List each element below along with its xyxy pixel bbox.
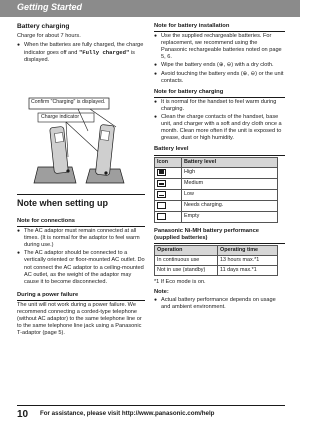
section-title: Getting Started [17, 2, 83, 12]
table-row [155, 167, 278, 178]
footer-help-text: For assistance, please visit http://www.panasonic.com/help [40, 410, 215, 417]
battery-install-list [154, 33, 285, 85]
nimh-heading: Panasonic Ni-MH battery performance (supplied batteries) [154, 228, 285, 244]
charging-bullet-list [17, 42, 145, 64]
connections-heading: Note for connections [17, 218, 145, 227]
note-label: Note: [154, 289, 169, 296]
battery-medium-icon [155, 178, 182, 189]
setup-heading: Note when setting up [17, 198, 108, 208]
charge-indicator-callout: Charge indicator [41, 114, 80, 120]
battery-install-note-1: ● Use the supplied rechargeable batteries. For replacement, we recommend using the Panasonic rechargeable batteries noted on page 5, 6. [154, 33, 285, 61]
battery-full-icon [155, 167, 182, 178]
level-label: Empty [182, 211, 278, 222]
fully-charged-message: "Fully charged" [78, 49, 130, 57]
level-label: Low [182, 189, 278, 200]
battery-install-note-3: ● Avoid touching the battery ends (⊕, ⊖) or the unit contacts. [154, 71, 285, 85]
operation-column-header: Operation [155, 245, 218, 255]
battery-charging-note-heading: Note for battery charging [154, 89, 285, 98]
charging-bullet [17, 42, 145, 64]
icon-column-header: Icon [155, 157, 182, 167]
charge-duration-text: Charge for about 7 hours. [17, 33, 81, 39]
table-header-row [155, 157, 278, 167]
connection-note-2: ● The AC adaptor should be connected to a vertically oriented or floor-mounted AC outlet. Do not connect the AC adaptor to a ceiling-mounted AC outlet, as the weight of the adaptor may cause it to become disconnected. [17, 250, 145, 285]
operating-time-cell: 13 hours max.*1 [218, 255, 278, 265]
level-label: Medium [182, 178, 278, 189]
setup-section [17, 194, 145, 208]
operation-cell: Not in use (standby) [155, 266, 218, 276]
table-row [155, 200, 278, 211]
left-column [17, 23, 145, 65]
battery-needs-charging-icon [155, 200, 182, 211]
power-failure-text: The unit will not work during a power failure. We recommend connecting a corded-type telephone (without AC adaptor) to the same telephone line or to the same telephone line jack using a Panasonic T-adaptor (page 5). [17, 301, 142, 337]
operating-time-cell: 11 days max.*1 [218, 266, 278, 276]
right-column [154, 23, 285, 313]
level-label: Needs charging. [182, 200, 278, 211]
setup-divider [17, 194, 145, 195]
table-row [155, 266, 278, 276]
battery-install-note-2: ● Wipe the battery ends (⊕, ⊖) with a dry cloth. [154, 62, 285, 69]
power-failure-heading: During a power failure [17, 292, 145, 301]
battery-charging-note-list [154, 99, 285, 143]
operation-cell: In continuous use [155, 255, 218, 265]
table-header-row [155, 245, 278, 255]
table-row [155, 211, 278, 222]
section-header-bar [0, 0, 300, 17]
setup-body [17, 214, 145, 339]
table-row [155, 189, 278, 200]
confirm-charging-callout: Confirm "Charging" is displayed. [31, 99, 106, 105]
level-label: High [182, 167, 278, 178]
note-bullet: ● Actual battery performance depends on usage and ambient environment. [154, 297, 285, 311]
table-row [155, 255, 278, 265]
battery-empty-icon [155, 211, 182, 222]
charging-bullet-text: When the batteries are fully charged, the charge indicator goes off and [24, 42, 144, 57]
nimh-table [154, 245, 278, 276]
charging-bullet-end: is displayed. [24, 50, 135, 64]
battery-level-table [154, 157, 278, 223]
footer-rule [17, 405, 285, 406]
battery-install-heading: Note for battery installation [154, 23, 285, 32]
connections-list [17, 228, 145, 286]
charging-illustration [28, 97, 140, 187]
operating-time-column-header: Operating time [218, 245, 278, 255]
battery-charging-note-2: ● Clean the charge contacts of the handset, base unit, and charger with a soft and dry cloth once a month. Clean more often if the unit is exposed to grease, dust or high humidity. [154, 114, 285, 142]
table-row [155, 178, 278, 189]
eco-mode-footnote: *1 If Eco mode is on. [154, 279, 206, 286]
level-column-header: Battery level [182, 157, 278, 167]
note-list [154, 297, 285, 311]
connection-note-1: ● The AC adaptor must remain connected at all times. (It is normal for the adaptor to feel warm during use.) [17, 228, 145, 249]
page-number: 10 [17, 409, 29, 420]
battery-level-heading: Battery level [154, 146, 285, 155]
battery-low-icon [155, 189, 182, 200]
battery-charging-note-1: ● It is normal for the handset to feel warm during charging. [154, 99, 285, 113]
battery-charging-heading: Battery charging [17, 23, 70, 30]
